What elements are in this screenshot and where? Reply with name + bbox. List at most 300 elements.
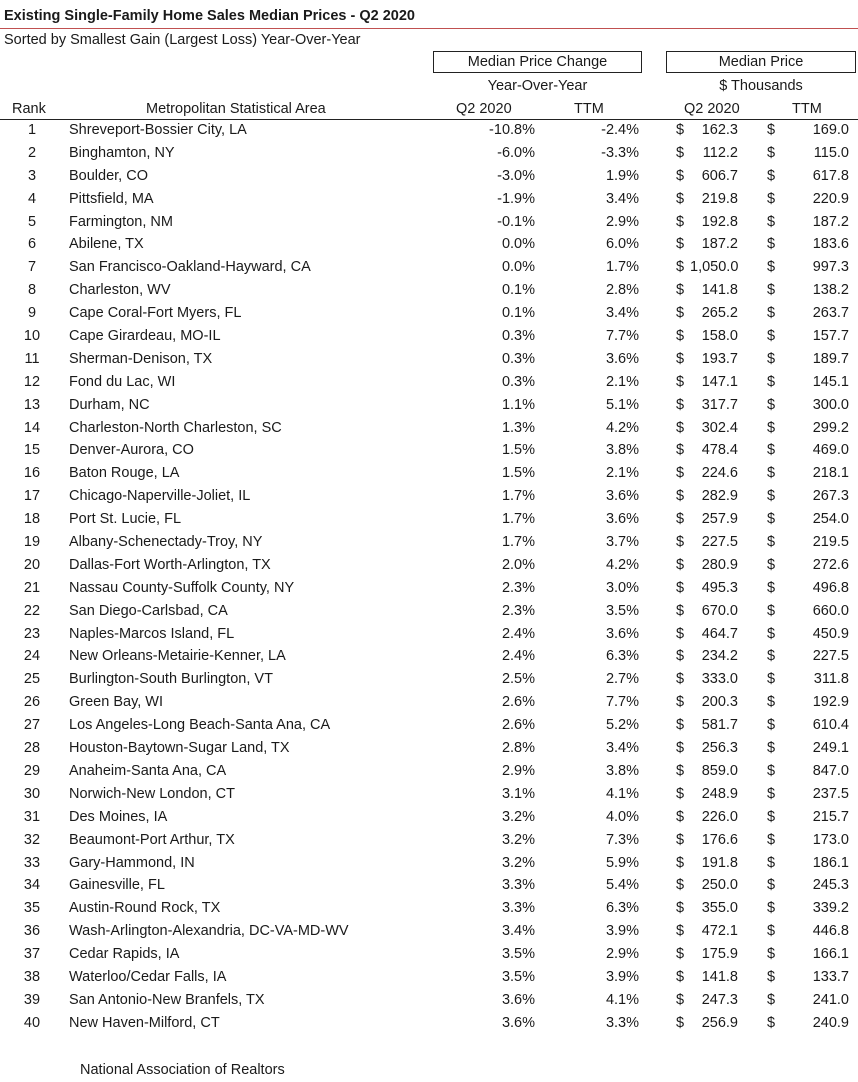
change-q2-cell: 2.3% xyxy=(501,579,535,596)
table-row xyxy=(0,624,858,647)
change-ttm-cell: 1.9% xyxy=(605,167,639,184)
table-row xyxy=(0,967,858,990)
area-cell: Boulder, CO xyxy=(69,167,148,184)
year-over-year-subheader: Year-Over-Year xyxy=(487,78,588,94)
currency-symbol: $ xyxy=(676,167,685,184)
currency-symbol: $ xyxy=(767,717,776,734)
change-q2-cell: 1.5% xyxy=(501,442,535,459)
price-q2-cell: 141.8 xyxy=(701,282,738,299)
change-q2-cell: 1.1% xyxy=(501,396,535,413)
area-cell: San Diego-Carlsbad, CA xyxy=(69,602,228,619)
area-cell: Chicago-Naperville-Joliet, IL xyxy=(69,488,251,505)
currency-symbol: $ xyxy=(676,213,685,230)
thousands-subheader: $ Thousands xyxy=(719,78,803,94)
area-cell: Houston-Baytown-Sugar Land, TX xyxy=(69,740,290,757)
table-row xyxy=(0,257,858,280)
source-note: National Association of Realtors xyxy=(80,1062,285,1078)
table-row xyxy=(0,212,858,235)
table-row xyxy=(0,395,858,418)
change-q2-cell: 0.3% xyxy=(501,373,535,390)
currency-symbol: $ xyxy=(676,625,685,642)
currency-symbol: $ xyxy=(676,511,685,528)
price-q2-cell: 219.8 xyxy=(701,190,738,207)
change-ttm-cell: 6.3% xyxy=(605,648,639,665)
price-q2-cell: 162.3 xyxy=(701,122,738,138)
currency-symbol: $ xyxy=(767,350,776,367)
price-q2-cell: 282.9 xyxy=(701,488,738,505)
rank-cell: 20 xyxy=(23,556,41,573)
currency-symbol: $ xyxy=(767,511,776,528)
currency-symbol: $ xyxy=(767,808,776,825)
rank-cell: 34 xyxy=(23,877,41,894)
rank-cell: 27 xyxy=(23,717,41,734)
area-cell: San Francisco-Oakland-Hayward, CA xyxy=(69,259,311,276)
currency-symbol: $ xyxy=(767,122,776,138)
change-ttm-cell: 3.6% xyxy=(605,511,639,528)
area-cell: Waterloo/Cedar Falls, IA xyxy=(69,968,227,985)
change-ttm-cell: 2.8% xyxy=(605,282,639,299)
change-ttm-cell: 2.7% xyxy=(605,671,639,688)
area-cell: Charleston, WV xyxy=(69,282,171,299)
price-ttm-cell: 496.8 xyxy=(812,579,849,596)
price-ttm-cell: 183.6 xyxy=(812,236,849,253)
rank-cell: 19 xyxy=(23,534,41,551)
change-ttm-cell: 4.1% xyxy=(605,991,639,1008)
currency-symbol: $ xyxy=(676,236,685,253)
change-q2-cell: 3.1% xyxy=(501,785,535,802)
table-row xyxy=(0,692,858,715)
currency-symbol: $ xyxy=(676,991,685,1008)
change-ttm-cell: 3.7% xyxy=(605,534,639,551)
rank-cell: 13 xyxy=(23,396,41,413)
rank-cell: 38 xyxy=(23,968,41,985)
currency-symbol: $ xyxy=(676,1014,685,1031)
currency-symbol: $ xyxy=(676,900,685,917)
currency-symbol: $ xyxy=(767,236,776,253)
currency-symbol: $ xyxy=(767,190,776,207)
currency-symbol: $ xyxy=(767,991,776,1008)
currency-symbol: $ xyxy=(767,579,776,596)
price-ttm-cell: 610.4 xyxy=(812,717,849,734)
price-ttm-cell: 240.9 xyxy=(812,1014,849,1031)
rank-cell: 28 xyxy=(23,740,41,757)
price-ttm-cell: 215.7 xyxy=(812,808,849,825)
change-ttm-cell: 3.9% xyxy=(605,968,639,985)
change-ttm-cell: 4.0% xyxy=(605,808,639,825)
change-q2-cell: 1.3% xyxy=(501,419,535,436)
currency-symbol: $ xyxy=(767,419,776,436)
table-row xyxy=(0,349,858,372)
area-cell: Cape Girardeau, MO-IL xyxy=(69,328,221,345)
rank-cell: 37 xyxy=(23,946,41,963)
currency-symbol: $ xyxy=(676,877,685,894)
price-ttm-cell: 133.7 xyxy=(812,968,849,985)
price-q2-cell: 859.0 xyxy=(701,762,738,779)
currency-symbol: $ xyxy=(676,190,685,207)
table-row xyxy=(0,1013,858,1036)
table-row xyxy=(0,738,858,761)
price-ttm-cell: 249.1 xyxy=(812,740,849,757)
rank-cell: 15 xyxy=(23,442,41,459)
currency-symbol: $ xyxy=(767,396,776,413)
table-row xyxy=(0,418,858,441)
rank-cell: 35 xyxy=(23,900,41,917)
table-row xyxy=(0,440,858,463)
area-cell: Los Angeles-Long Beach-Santa Ana, CA xyxy=(69,717,331,734)
rank-cell: 2 xyxy=(27,144,37,161)
price-q2-cell: 472.1 xyxy=(701,923,738,940)
change-ttm-cell: 3.3% xyxy=(605,1014,639,1031)
change-ttm-cell: -3.3% xyxy=(601,144,639,161)
rank-cell: 21 xyxy=(23,579,41,596)
change-q2-cell: 2.0% xyxy=(501,556,535,573)
currency-symbol: $ xyxy=(767,442,776,459)
currency-symbol: $ xyxy=(767,946,776,963)
column-header-price-q2: Q2 2020 xyxy=(684,101,740,117)
table-row xyxy=(0,189,858,212)
data-table xyxy=(0,120,858,1036)
price-ttm-cell: 169.0 xyxy=(812,122,849,138)
change-q2-cell: 0.3% xyxy=(501,350,535,367)
currency-symbol: $ xyxy=(767,282,776,299)
price-ttm-cell: 220.9 xyxy=(812,190,849,207)
currency-symbol: $ xyxy=(767,968,776,985)
currency-symbol: $ xyxy=(767,877,776,894)
rank-cell: 31 xyxy=(23,808,41,825)
rank-cell: 24 xyxy=(23,648,41,665)
price-ttm-cell: 241.0 xyxy=(812,991,849,1008)
currency-symbol: $ xyxy=(676,465,685,482)
table-row xyxy=(0,669,858,692)
rank-cell: 5 xyxy=(27,213,37,230)
change-q2-cell: 2.8% xyxy=(501,740,535,757)
currency-symbol: $ xyxy=(767,328,776,345)
area-cell: Norwich-New London, CT xyxy=(69,785,236,802)
change-ttm-cell: 7.7% xyxy=(605,694,639,711)
median-price-change-header: Median Price Change xyxy=(433,51,642,73)
currency-symbol: $ xyxy=(767,671,776,688)
price-ttm-cell: 997.3 xyxy=(812,259,849,276)
price-q2-cell: 606.7 xyxy=(701,167,738,184)
currency-symbol: $ xyxy=(676,968,685,985)
price-q2-cell: 1,050.0 xyxy=(690,259,739,276)
price-ttm-cell: 237.5 xyxy=(812,785,849,802)
currency-symbol: $ xyxy=(767,602,776,619)
currency-symbol: $ xyxy=(767,831,776,848)
table-row xyxy=(0,601,858,624)
area-cell: Cape Coral-Fort Myers, FL xyxy=(69,305,242,322)
price-q2-cell: 147.1 xyxy=(701,373,738,390)
rank-cell: 26 xyxy=(23,694,41,711)
currency-symbol: $ xyxy=(676,854,685,871)
rank-cell: 18 xyxy=(23,511,41,528)
price-ttm-cell: 311.8 xyxy=(813,671,849,688)
table-row xyxy=(0,143,858,166)
price-q2-cell: 257.9 xyxy=(701,511,738,528)
price-ttm-cell: 145.1 xyxy=(812,373,849,390)
price-ttm-cell: 166.1 xyxy=(812,946,849,963)
change-ttm-cell: 3.8% xyxy=(605,442,639,459)
rank-cell: 30 xyxy=(23,785,41,802)
price-ttm-cell: 173.0 xyxy=(812,831,849,848)
area-cell: Binghamton, NY xyxy=(69,144,175,161)
area-cell: Cedar Rapids, IA xyxy=(69,946,180,963)
area-cell: Burlington-South Burlington, VT xyxy=(69,671,273,688)
price-q2-cell: 176.6 xyxy=(701,831,738,848)
table-row xyxy=(0,280,858,303)
currency-symbol: $ xyxy=(676,831,685,848)
change-q2-cell: -10.8% xyxy=(489,122,535,138)
area-cell: Albany-Schenectady-Troy, NY xyxy=(69,534,263,551)
currency-symbol: $ xyxy=(676,534,685,551)
price-ttm-cell: 138.2 xyxy=(812,282,849,299)
table-row xyxy=(0,303,858,326)
table-row xyxy=(0,646,858,669)
rank-cell: 17 xyxy=(23,488,41,505)
change-q2-cell: 3.2% xyxy=(501,854,535,871)
change-q2-cell: 3.6% xyxy=(501,1014,535,1031)
rank-cell: 10 xyxy=(23,328,41,345)
rank-cell: 12 xyxy=(23,373,41,390)
page-subtitle: Sorted by Smallest Gain (Largest Loss) Year-Over-Year xyxy=(4,32,361,48)
area-cell: New Orleans-Metairie-Kenner, LA xyxy=(69,648,286,665)
rank-cell: 8 xyxy=(27,282,37,299)
price-ttm-cell: 617.8 xyxy=(812,167,849,184)
currency-symbol: $ xyxy=(767,762,776,779)
currency-symbol: $ xyxy=(767,213,776,230)
change-q2-cell: 2.4% xyxy=(501,625,535,642)
currency-symbol: $ xyxy=(676,717,685,734)
price-q2-cell: 464.7 xyxy=(701,625,738,642)
currency-symbol: $ xyxy=(767,373,776,390)
change-ttm-cell: 5.2% xyxy=(605,717,639,734)
currency-symbol: $ xyxy=(676,488,685,505)
currency-symbol: $ xyxy=(676,328,685,345)
change-ttm-cell: 4.2% xyxy=(605,556,639,573)
price-ttm-cell: 660.0 xyxy=(812,602,849,619)
area-cell: Gary-Hammond, IN xyxy=(69,854,195,871)
price-ttm-cell: 218.1 xyxy=(812,465,849,482)
currency-symbol: $ xyxy=(676,396,685,413)
price-ttm-cell: 254.0 xyxy=(812,511,849,528)
change-ttm-cell: 3.8% xyxy=(605,762,639,779)
currency-symbol: $ xyxy=(676,350,685,367)
rank-cell: 36 xyxy=(23,923,41,940)
table-row xyxy=(0,555,858,578)
rank-cell: 16 xyxy=(23,465,41,482)
area-cell: Beaumont-Port Arthur, TX xyxy=(69,831,235,848)
price-q2-cell: 191.8 xyxy=(701,854,738,871)
currency-symbol: $ xyxy=(767,259,776,276)
price-q2-cell: 192.8 xyxy=(701,213,738,230)
currency-symbol: $ xyxy=(676,305,685,322)
change-ttm-cell: 3.6% xyxy=(605,488,639,505)
change-ttm-cell: 1.7% xyxy=(605,259,639,276)
change-q2-cell: 3.3% xyxy=(501,877,535,894)
currency-symbol: $ xyxy=(767,900,776,917)
price-q2-cell: 302.4 xyxy=(701,419,738,436)
column-header-change-q2: Q2 2020 xyxy=(456,101,512,117)
change-q2-cell: 1.7% xyxy=(501,511,535,528)
table-row xyxy=(0,898,858,921)
currency-symbol: $ xyxy=(767,465,776,482)
table-row xyxy=(0,234,858,257)
rank-cell: 32 xyxy=(23,831,41,848)
table-row xyxy=(0,921,858,944)
price-q2-cell: 141.8 xyxy=(701,968,738,985)
change-q2-cell: 3.3% xyxy=(501,900,535,917)
currency-symbol: $ xyxy=(767,1014,776,1031)
rank-cell: 33 xyxy=(23,854,41,871)
rank-cell: 4 xyxy=(27,190,37,207)
area-cell: Naples-Marcos Island, FL xyxy=(69,625,235,642)
change-q2-cell: -1.9% xyxy=(497,190,535,207)
currency-symbol: $ xyxy=(767,648,776,665)
table-row xyxy=(0,715,858,738)
rank-cell: 3 xyxy=(27,167,37,184)
change-q2-cell: 3.2% xyxy=(501,808,535,825)
area-cell: Shreveport-Bossier City, LA xyxy=(69,122,247,138)
change-q2-cell: 2.9% xyxy=(501,762,535,779)
table-row xyxy=(0,830,858,853)
table-row xyxy=(0,532,858,555)
currency-symbol: $ xyxy=(676,579,685,596)
area-cell: Anaheim-Santa Ana, CA xyxy=(69,762,227,779)
area-cell: Green Bay, WI xyxy=(69,694,164,711)
change-ttm-cell: 3.5% xyxy=(605,602,639,619)
rank-cell: 22 xyxy=(23,602,41,619)
price-q2-cell: 256.3 xyxy=(701,740,738,757)
price-q2-cell: 200.3 xyxy=(701,694,738,711)
price-q2-cell: 175.9 xyxy=(701,946,738,963)
area-cell: Durham, NC xyxy=(69,396,150,413)
area-cell: Dallas-Fort Worth-Arlington, TX xyxy=(69,556,271,573)
area-cell: San Antonio-New Branfels, TX xyxy=(69,991,265,1008)
change-q2-cell: 1.5% xyxy=(501,465,535,482)
change-ttm-cell: 3.6% xyxy=(605,350,639,367)
change-q2-cell: 0.1% xyxy=(501,305,535,322)
change-ttm-cell: 7.7% xyxy=(605,328,639,345)
currency-symbol: $ xyxy=(767,305,776,322)
change-ttm-cell: 2.1% xyxy=(605,373,639,390)
currency-symbol: $ xyxy=(676,785,685,802)
change-q2-cell: 1.7% xyxy=(501,534,535,551)
price-q2-cell: 495.3 xyxy=(701,579,738,596)
area-cell: Nassau County-Suffolk County, NY xyxy=(69,579,295,596)
change-ttm-cell: 2.9% xyxy=(605,213,639,230)
currency-symbol: $ xyxy=(767,488,776,505)
area-cell: Fond du Lac, WI xyxy=(69,373,176,390)
change-ttm-cell: 2.9% xyxy=(605,946,639,963)
area-cell: Gainesville, FL xyxy=(69,877,165,894)
currency-symbol: $ xyxy=(767,740,776,757)
area-cell: Austin-Round Rock, TX xyxy=(69,900,221,917)
price-q2-cell: 112.2 xyxy=(702,144,738,161)
currency-symbol: $ xyxy=(676,946,685,963)
currency-symbol: $ xyxy=(676,740,685,757)
currency-symbol: $ xyxy=(676,694,685,711)
price-q2-cell: 248.9 xyxy=(701,785,738,802)
change-q2-cell: -6.0% xyxy=(497,144,535,161)
currency-symbol: $ xyxy=(676,373,685,390)
price-q2-cell: 317.7 xyxy=(701,396,738,413)
currency-symbol: $ xyxy=(767,556,776,573)
price-ttm-cell: 192.9 xyxy=(812,694,849,711)
change-q2-cell: -3.0% xyxy=(497,167,535,184)
table-row xyxy=(0,486,858,509)
price-ttm-cell: 189.7 xyxy=(812,350,849,367)
price-q2-cell: 355.0 xyxy=(701,900,738,917)
price-ttm-cell: 446.8 xyxy=(812,923,849,940)
area-cell: Sherman-Denison, TX xyxy=(69,350,213,367)
area-cell: Denver-Aurora, CO xyxy=(69,442,194,459)
currency-symbol: $ xyxy=(676,259,685,276)
currency-symbol: $ xyxy=(676,648,685,665)
price-ttm-cell: 300.0 xyxy=(812,396,849,413)
change-q2-cell: 2.6% xyxy=(501,694,535,711)
change-q2-cell: 0.0% xyxy=(501,236,535,253)
area-cell: Baton Rouge, LA xyxy=(69,465,180,482)
price-q2-cell: 670.0 xyxy=(701,602,738,619)
change-q2-cell: 3.4% xyxy=(501,923,535,940)
table-row xyxy=(0,578,858,601)
change-ttm-cell: 3.0% xyxy=(605,579,639,596)
currency-symbol: $ xyxy=(767,854,776,871)
change-ttm-cell: 3.4% xyxy=(605,190,639,207)
rank-cell: 14 xyxy=(23,419,41,436)
change-q2-cell: 2.5% xyxy=(501,671,535,688)
change-q2-cell: 3.2% xyxy=(501,831,535,848)
currency-symbol: $ xyxy=(767,785,776,802)
rank-cell: 25 xyxy=(23,671,41,688)
table-row xyxy=(0,372,858,395)
price-ttm-cell: 186.1 xyxy=(812,854,849,871)
price-q2-cell: 478.4 xyxy=(701,442,738,459)
column-header-area: Metropolitan Statistical Area xyxy=(146,101,326,117)
currency-symbol: $ xyxy=(767,534,776,551)
rank-cell: 29 xyxy=(23,762,41,779)
change-q2-cell: 2.4% xyxy=(501,648,535,665)
price-q2-cell: 158.0 xyxy=(701,328,738,345)
change-ttm-cell: 4.2% xyxy=(605,419,639,436)
area-cell: Charleston-North Charleston, SC xyxy=(69,419,282,436)
price-ttm-cell: 272.6 xyxy=(812,556,849,573)
change-ttm-cell: -2.4% xyxy=(601,122,639,138)
area-cell: Abilene, TX xyxy=(69,236,144,253)
price-q2-cell: 226.0 xyxy=(701,808,738,825)
price-q2-cell: 193.7 xyxy=(701,350,738,367)
rank-cell: 9 xyxy=(27,305,37,322)
change-ttm-cell: 6.3% xyxy=(605,900,639,917)
change-q2-cell: 3.5% xyxy=(501,968,535,985)
price-q2-cell: 224.6 xyxy=(701,465,738,482)
currency-symbol: $ xyxy=(676,556,685,573)
change-ttm-cell: 5.4% xyxy=(605,877,639,894)
change-q2-cell: 3.6% xyxy=(501,991,535,1008)
rank-cell: 7 xyxy=(27,259,37,276)
page-title: Existing Single-Family Home Sales Median Prices - Q2 2020 xyxy=(4,8,415,24)
median-price-header: Median Price xyxy=(666,51,856,73)
currency-symbol: $ xyxy=(767,167,776,184)
currency-symbol: $ xyxy=(676,602,685,619)
table-row xyxy=(0,120,858,143)
price-q2-cell: 234.2 xyxy=(701,648,738,665)
currency-symbol: $ xyxy=(676,671,685,688)
currency-symbol: $ xyxy=(767,694,776,711)
change-ttm-cell: 7.3% xyxy=(605,831,639,848)
change-ttm-cell: 3.4% xyxy=(605,740,639,757)
area-cell: New Haven-Milford, CT xyxy=(69,1014,220,1031)
